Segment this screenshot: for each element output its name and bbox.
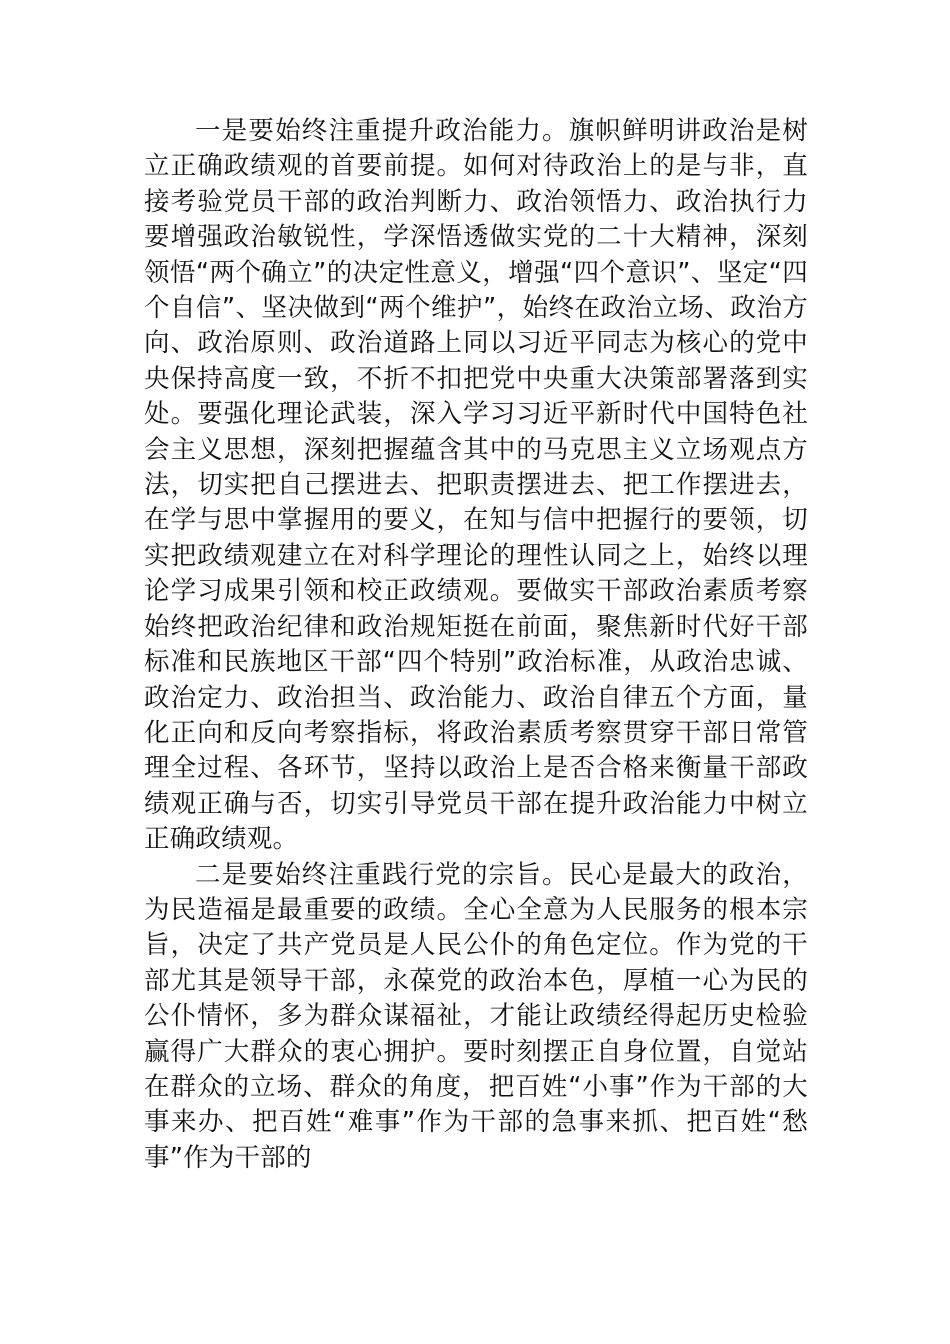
paragraph-party-purpose: 二是要始终注重践行党的宗旨。民心是最大的政治，为民造福是最重要的政绩。全心全意为人民服务的根本宗旨，决定了共产党员是人民公仆的角色定位。作为党的干部尤其是领导干部，永葆党的政治本色，厚植一心为民的公仆情怀，多为群众谋福祉，才能让政绩经得起历史检验赢得广大群众的衷心拥护。要时刻摆正自身位置，自觉站在群众的立场、群众的角度，把百姓“小事”作为干部的大事来办、把百姓“难事”作为干部的急事来抓、把百姓“愁事”作为干部的 (144, 859, 808, 1173)
paragraph-political-ability: 一是要始终注重提升政治能力。旗帜鲜明讲政治是树立正确政绩观的首要前提。如何对待政治上的是与非，直接考验党员干部的政治判断力、政治领悟力、政治执行力要增强政治敏锐性，学深悟透做实党的二十大精神，深刻领悟“两个确立”的决定性意义，增强“四个意识”、坚定“四个自信”、坚决做到“两个维护”，始终在政治立场、政治方向、政治原则、政治道路上同以习近平同志为核心的党中央保持高度一致，不折不扣把党中央重大决策部署落到实处。要强化理论武装，深入学习习近平新时代中国特色社会主义思想，深刻把握蕴含其中的马克思主义立场观点方法，切实把自己摆进去、把职责摆进去、把工作摆进去，在学与思中掌握用的要义，在知与信中把握行的要领，切实把政绩观建立在对科学理论的理性认同之上，始终以理论学习成果引领和校正政绩观。要做实干部政治素质考察始终把政治纪律和政治规矩挺在前面，聚焦新时代好干部标准和民族地区干部“四个特别”政治标准，从政治忠诚、政治定力、政治担当、政治能力、政治自律五个方面，量化正向和反向考察指标，将政治素质考察贯穿干部日常管理全过程、各环节，坚持以政治上是否合格来衡量干部政绩观正确与否，切实引导党员干部在提升政治能力中树立正确政绩观。 (144, 116, 808, 855)
document-body (144, 114, 808, 1176)
